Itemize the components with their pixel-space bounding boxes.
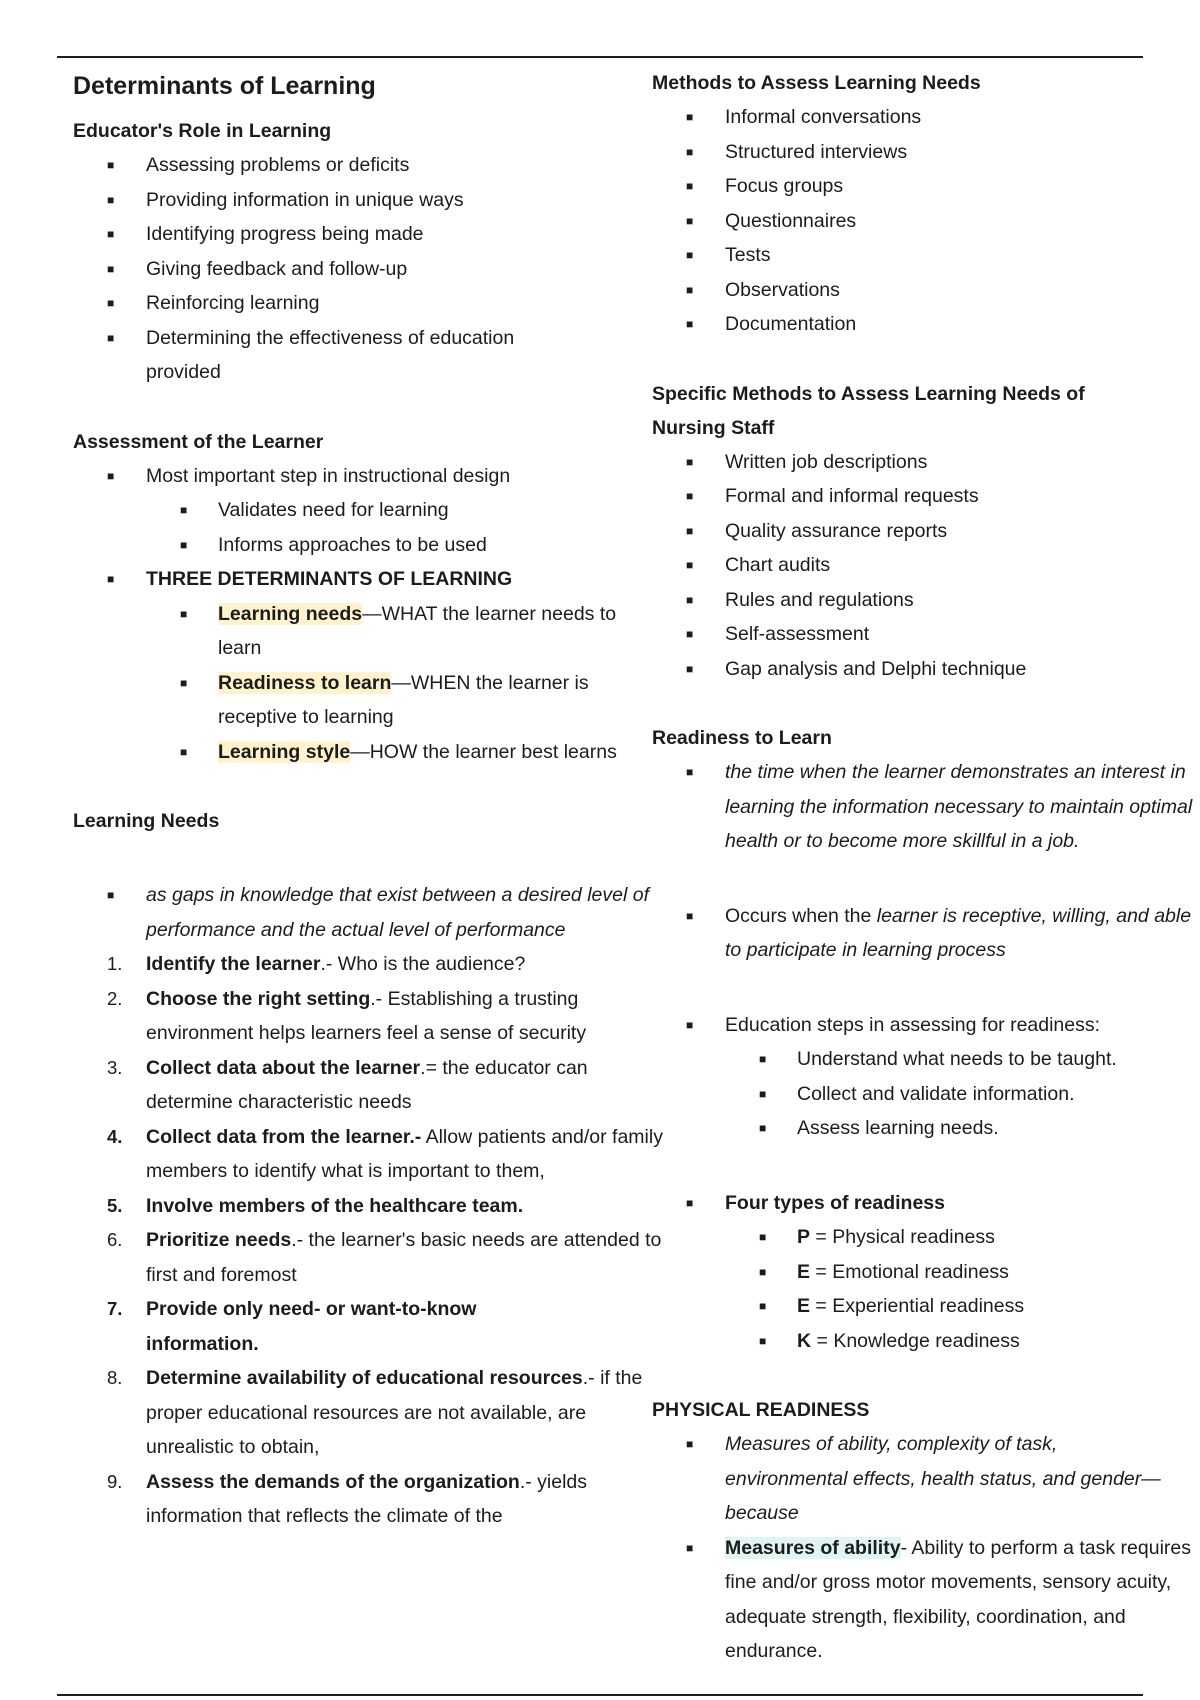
square-bullet-icon: ■ — [686, 661, 694, 676]
bottom-rule — [57, 1694, 1143, 1696]
numbered-item: 3. Collect data about the learner.= the educator can determine characteristic needs — [107, 1056, 588, 1113]
square-bullet-icon: ■ — [759, 1121, 767, 1135]
numbered-item: 4. Collect data from the learner.- Allow patients and/or family members to identify what is important to them, — [107, 1125, 663, 1182]
square-bullet-icon: ■ — [759, 1299, 767, 1313]
square-bullet-icon: ■ — [180, 503, 188, 517]
list-item: ■ Self-assessment — [652, 617, 1172, 652]
square-bullet-icon: ■ — [107, 572, 115, 586]
square-bullet-icon: ■ — [107, 261, 115, 276]
square-bullet-icon: ■ — [686, 627, 694, 641]
list-item: ■ Informal conversations — [652, 100, 1172, 135]
square-bullet-icon: ■ — [107, 158, 115, 172]
square-bullet-icon: ■ — [107, 330, 115, 345]
highlighted-term: Readiness to learn — [218, 671, 392, 694]
square-bullet-icon: ■ — [686, 317, 694, 331]
list-item: ■ Questionnaires — [652, 204, 1172, 239]
square-bullet-icon: ■ — [686, 523, 694, 538]
list-item: ■ Quality assurance reports — [652, 514, 1172, 549]
square-bullet-icon: ■ — [686, 110, 694, 124]
square-bullet-icon: ■ — [686, 592, 694, 607]
list-item: ■ E = Experiential readiness — [652, 1289, 1172, 1324]
list-item: ■ Measures of ability- Ability to perform a task requires fine and/or gross motor movements, sensory acuity, adequate strength, flexibility, coordination, and endurance. — [652, 1531, 1195, 1669]
square-bullet-icon: ■ — [107, 888, 115, 902]
numbered-item: 2. Choose the right setting.- Establishing a trusting environment helps learners feel a sense of security — [107, 987, 587, 1044]
numbered-item: 6. Prioritize needs.- the learner's basic needs are attended to first and foremost — [107, 1229, 662, 1286]
learning-needs-heading: Learning Needs — [73, 810, 220, 832]
square-bullet-icon: ■ — [180, 606, 188, 621]
square-bullet-icon: ■ — [686, 454, 694, 469]
square-bullet-icon: ■ — [686, 1017, 694, 1032]
list-item: ■ Learning needs—WHAT the learner needs to learn — [73, 597, 638, 666]
left-column — [73, 66, 663, 1534]
square-bullet-icon: ■ — [686, 282, 694, 297]
numbered-item: 9. Assess the demands of the organization.- yields information that reflects the climate of the — [107, 1470, 588, 1527]
list-item: ■ E = Emotional readiness — [652, 1255, 1172, 1290]
square-bullet-icon: ■ — [180, 537, 188, 552]
list-item: ■ Rules and regulations — [652, 583, 1172, 618]
square-bullet-icon: ■ — [180, 675, 188, 690]
list-item: ■ Focus groups — [652, 169, 1172, 204]
list-item: ■ Assess learning needs. — [652, 1111, 1172, 1146]
list-item: ■ Occurs when the learner is receptive, willing, and able to participate in learning process — [652, 899, 1195, 968]
list-item: ■ Collect and validate information. — [652, 1077, 1172, 1112]
square-bullet-icon: ■ — [686, 489, 694, 503]
list-item: ■ K = Knowledge readiness — [652, 1324, 1172, 1359]
list-item: ■ Documentation — [652, 307, 1172, 342]
square-bullet-icon: ■ — [759, 1052, 767, 1066]
highlighted-term: Learning style — [218, 740, 351, 763]
highlighted-term: Learning needs — [218, 602, 363, 625]
list-item: ■ Providing information in unique ways — [73, 183, 628, 218]
numbered-item: 5. Involve members of the healthcare team. — [107, 1194, 524, 1217]
assessment-heading: Assessment of the Learner — [73, 430, 324, 453]
document-title: Determinants of Learning — [73, 72, 376, 100]
square-bullet-icon: ■ — [107, 227, 115, 241]
list-item: ■ Gap analysis and Delphi technique — [652, 652, 1172, 687]
list-item: ■ Validates need for learning — [73, 493, 628, 528]
square-bullet-icon: ■ — [107, 468, 115, 483]
list-item: ■ Understand what needs to be taught. — [652, 1042, 1172, 1077]
list-item: ■ Informs approaches to be used — [73, 528, 628, 563]
list-item: ■ Structured interviews — [652, 135, 1172, 170]
list-item: ■ Most important step in instructional design — [73, 459, 628, 494]
square-bullet-icon: ■ — [686, 908, 694, 923]
square-bullet-icon: ■ — [686, 213, 694, 228]
square-bullet-icon: ■ — [686, 765, 694, 779]
square-bullet-icon: ■ — [759, 1264, 767, 1279]
highlighted-term: Measures of ability — [725, 1536, 901, 1559]
square-bullet-icon: ■ — [686, 144, 694, 159]
list-item: ■ Written job descriptions — [652, 445, 1172, 480]
square-bullet-icon: ■ — [180, 744, 188, 759]
list-item: ■ Assessing problems or deficits — [73, 148, 628, 183]
list-item: ■ Four types of readiness — [652, 1186, 1172, 1221]
methods-heading: Methods to Assess Learning Needs — [652, 72, 981, 94]
square-bullet-icon: ■ — [759, 1086, 767, 1101]
specific-methods-heading: Specific Methods to Assess Learning Needs of Nursing Staff — [652, 382, 1085, 439]
educator-role-heading: Educator's Role in Learning — [73, 120, 332, 142]
list-item: ■ Education steps in assessing for readiness: — [652, 1008, 1172, 1043]
list-item: ■ P = Physical readiness — [652, 1220, 1172, 1255]
square-bullet-icon: ■ — [686, 1540, 694, 1555]
numbered-item: 7. Provide only need- or want-to-know information. — [107, 1298, 477, 1355]
list-item: ■ Chart audits — [652, 548, 1172, 583]
numbered-item: 8. Determine availability of educational resources.- if the proper educational resources are not available, are unrealistic to obtain, — [107, 1367, 643, 1458]
list-item: ■ THREE DETERMINANTS OF LEARNING — [73, 562, 628, 597]
list-item: ■ as gaps in knowledge that exist between a desired level of performance and the actual level of performance — [73, 878, 666, 947]
list-item: ■ Learning style—HOW the learner best learns — [73, 735, 638, 770]
square-bullet-icon: ■ — [686, 558, 694, 572]
right-column — [652, 66, 1193, 1669]
physical-readiness-heading: PHYSICAL READINESS — [652, 1399, 870, 1421]
list-item: ■ Measures of ability, complexity of task, environmental effects, health status, and gender—because — [652, 1427, 1175, 1531]
square-bullet-icon: ■ — [759, 1333, 767, 1348]
square-bullet-icon: ■ — [107, 192, 115, 207]
square-bullet-icon: ■ — [686, 1437, 694, 1451]
top-rule — [57, 56, 1143, 58]
list-item: ■ Reinforcing learning — [73, 286, 628, 321]
list-item: ■ Determining the effectiveness of education provided — [73, 321, 566, 390]
list-item: ■ Observations — [652, 273, 1172, 308]
list-item: ■ the time when the learner demonstrates an interest in learning the information necessary to maintain optimal health or to become more skillful in a job. — [652, 755, 1200, 859]
list-item: ■ Identifying progress being made — [73, 217, 628, 252]
list-item: ■ Readiness to learn—WHEN the learner is receptive to learning — [73, 666, 638, 735]
list-item: ■ Formal and informal requests — [652, 479, 1172, 514]
square-bullet-icon: ■ — [107, 296, 115, 310]
numbered-item: 1. Identify the learner.- Who is the audience? — [107, 953, 526, 975]
readiness-heading: Readiness to Learn — [652, 727, 832, 749]
square-bullet-icon: ■ — [686, 1195, 694, 1210]
list-item: ■ Giving feedback and follow-up — [73, 252, 628, 287]
square-bullet-icon: ■ — [686, 248, 694, 262]
square-bullet-icon: ■ — [686, 179, 694, 193]
square-bullet-icon: ■ — [759, 1230, 767, 1244]
list-item: ■ Tests — [652, 238, 1172, 273]
